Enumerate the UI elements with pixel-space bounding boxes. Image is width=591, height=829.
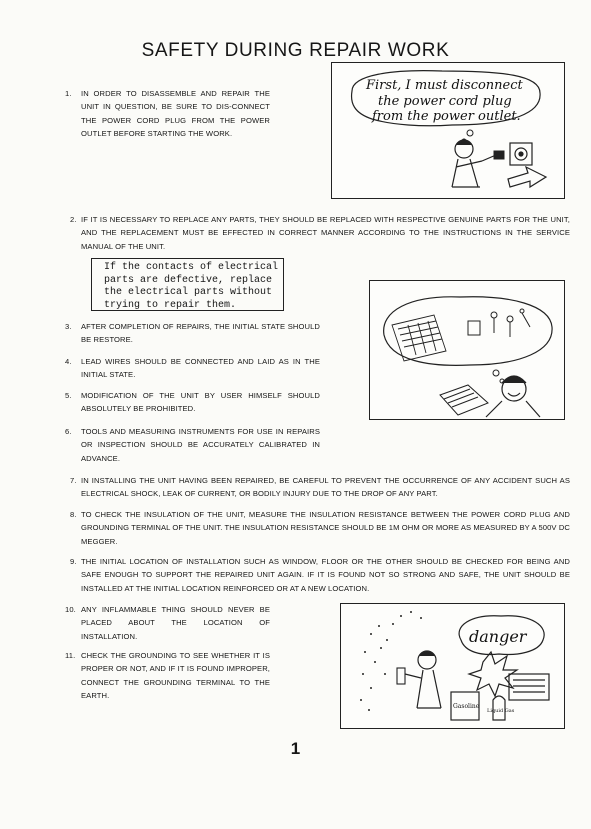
item-number: 11. <box>65 651 76 660</box>
disconnect-power-drawing <box>332 63 564 198</box>
item-number: 2. <box>70 215 77 224</box>
warning-box: If the contacts of electrical parts are defective, replace the electrical parts without trying to repair them. <box>91 258 284 311</box>
illustration-danger <box>340 603 565 729</box>
can-label-1: Gasoline <box>453 703 480 710</box>
item-text: MODIFICATION OF THE UNIT BY USER HIMSELF SHOULD ABSOLUTELY BE PROHIBITED. <box>81 391 320 414</box>
danger-word: danger <box>469 627 527 646</box>
list-item <box>65 649 270 703</box>
appliance-icon <box>509 674 549 700</box>
illustration-reading-manual <box>369 280 565 420</box>
item-text: LEAD WIRES SHOULD BE CONNECTED AND LAID AS IN THE INITIAL STATE. <box>81 357 320 380</box>
circuit-parts-icon <box>468 309 530 337</box>
item-number: 7. <box>70 476 77 485</box>
manual-page-icon <box>392 315 446 361</box>
item-text: ANY INFLAMMABLE THING SHOULD NEVER BE PLACED ABOUT THE LOCATION OF INSTALLATION. <box>81 605 270 641</box>
bubble-line-1: First, I must disconnect <box>366 78 523 93</box>
repairman-figure <box>452 140 496 187</box>
list-item <box>65 320 320 347</box>
item-text: AFTER COMPLETION OF REPAIRS, THE INITIAL STATE SHOULD BE RESTORE. <box>81 322 320 345</box>
item-number: 6. <box>65 427 72 436</box>
list-item <box>65 603 270 643</box>
plug-icon <box>494 151 504 159</box>
page-title: SAFETY DURING REPAIR WORK <box>141 40 450 61</box>
list-item <box>70 555 570 595</box>
item-text: IN INSTALLING THE UNIT HAVING BEEN REPAIRED, BE CAREFUL TO PREVENT THE OCCURRENCE OF ANY ACCIDENT SUCH AS ELECTRICAL SHOCK, LEAK OF CURRENT, OR BODILY INJURY DUE TO THE DROP OF ANY PART. <box>81 476 570 499</box>
item-text: IN ORDER TO DISASSEMBLE AND REPAIR THE UNIT IN QUESTION, BE SURE TO DIS-CONNECT THE POWER CORD PLUG FROM THE POWER OUTLET BEFORE STARTING THE WORK. <box>81 89 270 139</box>
item-number: 10. <box>65 605 76 614</box>
power-outlet-icon <box>510 143 532 165</box>
item-number: 1. <box>65 89 72 98</box>
list-item <box>65 87 270 141</box>
bubble-line-3: from the power outlet. <box>372 109 521 124</box>
person-figure <box>405 651 441 708</box>
item-number: 4. <box>65 357 72 366</box>
open-book-icon <box>440 385 488 415</box>
item-text: CHECK THE GROUNDING TO SEE WHETHER IT IS PROPER OR NOT, AND IF IT IS FOUND IMPROPER, CONNECT THE GROUNDING TERMINAL TO THE EARTH. <box>81 651 270 701</box>
item-number: 8. <box>70 510 77 519</box>
list-item <box>70 474 570 501</box>
spray-can-icon <box>397 668 405 684</box>
can-label-2: Liquid Gas <box>487 708 515 714</box>
bubble-line-2: the power cord plug <box>378 94 512 109</box>
list-item <box>70 508 570 548</box>
item-number: 3. <box>65 322 72 331</box>
arrow-icon <box>508 167 546 187</box>
item-number: 9. <box>70 557 77 566</box>
page-number: 1 <box>290 739 301 758</box>
item-text: TOOLS AND MEASURING INSTRUMENTS FOR USE IN REPAIRS OR INSPECTION SHOULD BE ACCURATELY CALIBRATED IN ADVANCE. <box>81 427 320 463</box>
technician-figure <box>486 376 540 417</box>
list-item <box>70 213 570 253</box>
list-item <box>65 389 320 416</box>
danger-drawing <box>341 604 564 728</box>
list-item <box>65 425 320 465</box>
item-number: 5. <box>65 391 72 400</box>
spray-dots <box>360 611 422 711</box>
reading-manual-drawing <box>370 281 564 419</box>
list-item <box>65 355 320 382</box>
item-text: IF IT IS NECESSARY TO REPLACE ANY PARTS, THEY SHOULD BE REPLACED WITH RESPECTIVE GENUINE PARTS FOR THE UNIT, AND THE REPLACEMENT MUST BE EFFECTED IN CORRECT MANNER ACCORDING TO THE INSTRUCTIONS IN THE SERVICE MANUAL OF THE UNIT. <box>81 215 570 251</box>
illustration-disconnect-power <box>331 62 565 199</box>
item-text: TO CHECK THE INSULATION OF THE UNIT, MEASURE THE INSULATION RESISTANCE BETWEEN THE POWER CORD PLUG AND GROUNDING TERMINAL OF THE UNIT. THE INSULATION RESISTANCE SHOULD BE 1M OHM OR MORE AS MEASURED BY A 500V DC MEGGER. <box>81 510 570 546</box>
item-text: THE INITIAL LOCATION OF INSTALLATION SUCH AS WINDOW, FLOOR OR THE OTHER SHOULD BE CHECKED FOR BEING AND SAFE ENOUGH TO SUPPORT THE REPAIRED UNIT AGAIN. IF IT IS FOUND NOT SO STRONG AND SAFE, THE UNIT SHOULD BE INSTALLED AT THE INITIAL LOCATION REINFORCED OR AT A NEW LOCATION. <box>81 557 570 593</box>
